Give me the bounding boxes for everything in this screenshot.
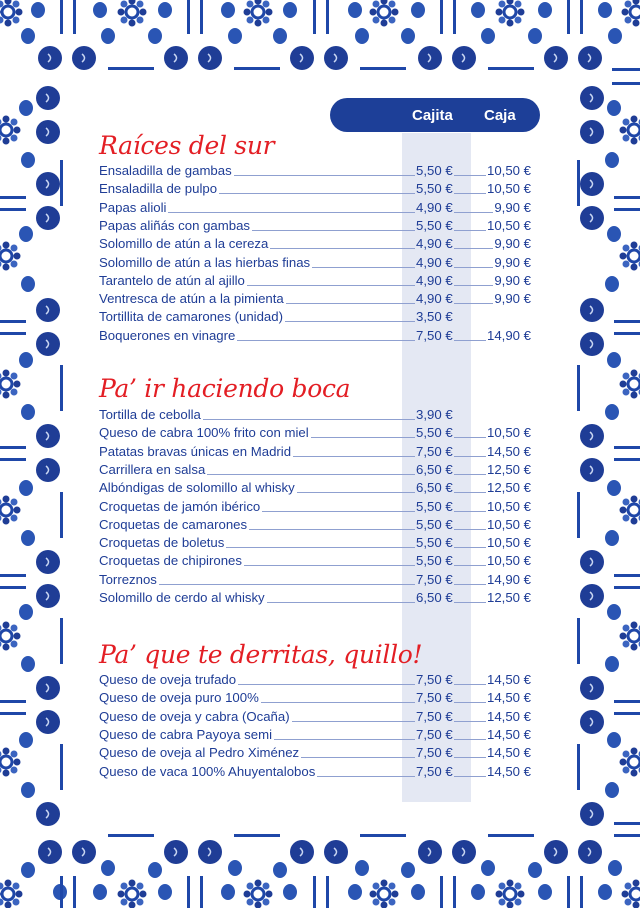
dotted-leader: [454, 212, 493, 213]
item-name: Croquetas de chipirones: [99, 553, 242, 569]
dotted-leader: [203, 419, 415, 420]
dotted-leader: [247, 285, 415, 286]
item-name: Tarantelo de atún al ajillo: [99, 272, 245, 288]
dotted-leader: [238, 684, 415, 685]
dotted-leader: [454, 492, 486, 493]
caja-price: 10,50 €: [487, 217, 531, 233]
item-name: Patatas bravas únicas en Madrid: [99, 443, 292, 459]
section-title: Pa’ ir haciendo boca: [99, 374, 351, 403]
dotted-leader: [252, 230, 415, 231]
menu-item-row: [99, 218, 531, 236]
caja-price: 12,50 €: [487, 461, 531, 477]
dotted-leader: [297, 492, 415, 493]
caja-price: 9,90 €: [494, 236, 531, 252]
dotted-leader: [286, 303, 415, 304]
dotted-leader: [454, 340, 486, 341]
item-name: Croquetas de camarones: [99, 516, 248, 532]
dotted-leader: [249, 529, 415, 530]
dotted-leader: [454, 739, 486, 740]
cajita-price: 5,50 €: [416, 181, 453, 197]
menu-item-row: [99, 499, 531, 517]
section-title: Pa’ que te derritas, quillo!: [99, 640, 423, 669]
cajita-price: 7,50 €: [416, 708, 453, 724]
section-title: Raíces del sur: [99, 131, 275, 160]
dotted-leader: [454, 757, 486, 758]
caja-price: 14,50 €: [487, 443, 531, 459]
menu-item-row: [99, 309, 531, 327]
caja-price: 14,50 €: [487, 672, 531, 687]
caja-price: 10,50 €: [487, 516, 531, 532]
dotted-leader: [454, 193, 486, 194]
cajita-price: 7,50 €: [416, 443, 453, 459]
item-name: Boquerones en vinagre: [99, 327, 236, 343]
menu-item-row: [99, 163, 531, 181]
menu-item-row: [99, 727, 531, 745]
menu-item-row: [99, 535, 531, 553]
item-name: Torreznos: [99, 571, 157, 587]
dotted-leader: [454, 584, 486, 585]
dotted-leader: [454, 267, 493, 268]
caja-price: 14,50 €: [487, 690, 531, 706]
menu-item-row: [99, 328, 531, 346]
dotted-leader: [454, 175, 486, 176]
cajita-price: 5,50 €: [416, 163, 453, 178]
menu-item-row: [99, 553, 531, 571]
menu-item-row: [99, 200, 531, 218]
dotted-leader: [168, 212, 415, 213]
dotted-leader: [237, 340, 415, 341]
cajita-header: Cajita: [412, 107, 453, 124]
menu-item-row: [99, 181, 531, 199]
item-name: Papas aliñás con gambas: [99, 217, 251, 233]
item-name: Queso de oveja trufado: [99, 672, 237, 687]
price-column-header: [330, 98, 540, 132]
item-name: Ensaladilla de pulpo: [99, 181, 218, 197]
cajita-price: 5,50 €: [416, 553, 453, 569]
cajita-price: 4,90 €: [416, 291, 453, 307]
dotted-leader: [454, 437, 486, 438]
item-name: Solomillo de atún a la cereza: [99, 236, 269, 252]
cajita-price: 4,90 €: [416, 254, 453, 270]
item-name: Queso de oveja puro 100%: [99, 690, 259, 706]
dotted-leader: [454, 529, 486, 530]
caja-price: 9,90 €: [494, 199, 531, 215]
cajita-price: 7,50 €: [416, 690, 453, 706]
dotted-leader: [285, 321, 415, 322]
menu-item-row: [99, 690, 531, 708]
dotted-leader: [454, 565, 486, 566]
dotted-leader: [312, 267, 415, 268]
dotted-leader: [454, 602, 486, 603]
caja-price: 14,50 €: [487, 726, 531, 742]
item-name: Solomillo de cerdo al whisky: [99, 590, 265, 605]
item-name: Queso de cabra Payoya semi: [99, 726, 272, 742]
menu-item-row: [99, 572, 531, 590]
item-name: Ensaladilla de gambas: [99, 163, 232, 178]
item-name: Albóndigas de solomillo al whisky: [99, 480, 295, 496]
item-name: Ventresca de atún a la pimienta: [99, 291, 284, 307]
dotted-leader: [301, 757, 415, 758]
right-border: [577, 68, 640, 837]
cajita-price: 5,50 €: [416, 425, 453, 441]
dotted-leader: [454, 285, 493, 286]
item-name: Queso de cabra 100% frito con miel: [99, 425, 309, 441]
menu-item-row: [99, 255, 531, 273]
dotted-leader: [267, 602, 415, 603]
cajita-price: 7,50 €: [416, 745, 453, 761]
caja-price: 14,50 €: [487, 745, 531, 761]
dotted-leader: [292, 721, 415, 722]
caja-price: 10,50 €: [487, 425, 531, 441]
caja-price: 9,90 €: [494, 272, 531, 288]
menu-item-row: [99, 407, 531, 425]
cajita-price: 5,50 €: [416, 498, 453, 514]
menu-item-row: [99, 517, 531, 535]
menu-item-row: [99, 236, 531, 254]
cajita-price: 7,50 €: [416, 571, 453, 587]
item-name: Croquetas de jamón ibérico: [99, 498, 261, 514]
cajita-price: 6,50 €: [416, 480, 453, 496]
top-border: [0, 0, 640, 70]
dotted-leader: [454, 684, 486, 685]
dotted-leader: [293, 456, 415, 457]
cajita-price: 4,90 €: [416, 236, 453, 252]
item-name: Queso de oveja al Pedro Ximénez: [99, 745, 300, 761]
dotted-leader: [226, 547, 415, 548]
cajita-price: 6,50 €: [416, 461, 453, 477]
menu-item-row: [99, 291, 531, 309]
item-name: Tortillita de camarones (unidad): [99, 309, 283, 325]
menu-item-row: [99, 745, 531, 763]
dotted-leader: [311, 437, 415, 438]
dotted-leader: [234, 175, 415, 176]
caja-price: 10,50 €: [487, 181, 531, 197]
caja-price: 10,50 €: [487, 553, 531, 569]
item-name: Croquetas de boletus: [99, 535, 225, 551]
dotted-leader: [454, 230, 486, 231]
dotted-leader: [454, 511, 486, 512]
caja-price: 10,50 €: [487, 163, 531, 178]
item-name: Queso de vaca 100% Ahuyentalobos: [99, 763, 316, 779]
left-border: [0, 86, 63, 826]
item-name: Tortilla de cebolla: [99, 407, 201, 422]
cajita-price: 6,50 €: [416, 590, 453, 605]
caja-price: 12,50 €: [487, 480, 531, 496]
caja-price: 9,90 €: [494, 254, 531, 270]
menu-item-row: [99, 444, 531, 462]
item-name: Queso de oveja y cabra (Ocaña): [99, 708, 290, 724]
dotted-leader: [317, 776, 415, 777]
caja-price: 12,50 €: [487, 590, 531, 605]
item-name: Carrillera en salsa: [99, 461, 206, 477]
cajita-price: 7,50 €: [416, 327, 453, 343]
cajita-price: 7,50 €: [416, 726, 453, 742]
dotted-leader: [454, 456, 486, 457]
cajita-price: 4,90 €: [416, 272, 453, 288]
bottom-border: [0, 834, 640, 908]
dotted-leader: [262, 511, 415, 512]
dotted-leader: [454, 702, 486, 703]
caja-header: Caja: [484, 107, 516, 124]
caja-price: 14,50 €: [487, 763, 531, 779]
cajita-price: 5,50 €: [416, 516, 453, 532]
dotted-leader: [261, 702, 415, 703]
dotted-leader: [219, 193, 415, 194]
dotted-leader: [454, 547, 486, 548]
menu-item-row: [99, 709, 531, 727]
dotted-leader: [207, 474, 415, 475]
dotted-leader: [454, 721, 486, 722]
menu-item-row: [99, 480, 531, 498]
cajita-price: 3,90 €: [416, 407, 453, 422]
dotted-leader: [454, 303, 493, 304]
caja-price: 10,50 €: [487, 498, 531, 514]
cajita-price: 7,50 €: [416, 763, 453, 779]
dotted-leader: [454, 248, 493, 249]
menu-item-row: [99, 672, 531, 690]
menu-item-row: [99, 764, 531, 782]
caja-price: 9,90 €: [494, 291, 531, 307]
menu-item-row: [99, 273, 531, 291]
caja-price: 14,90 €: [487, 327, 531, 343]
cajita-price: 5,50 €: [416, 217, 453, 233]
dotted-leader: [270, 248, 415, 249]
caja-price: 14,50 €: [487, 708, 531, 724]
dotted-leader: [274, 739, 415, 740]
menu-item-row: [99, 590, 531, 608]
dotted-leader: [454, 776, 486, 777]
caja-price: 10,50 €: [487, 535, 531, 551]
item-name: Solomillo de atún a las hierbas finas: [99, 254, 311, 270]
cajita-price: 3,50 €: [416, 309, 453, 325]
cajita-price: 4,90 €: [416, 199, 453, 215]
dotted-leader: [454, 474, 486, 475]
item-name: Papas alioli: [99, 199, 167, 215]
cajita-price: 5,50 €: [416, 535, 453, 551]
dotted-leader: [159, 584, 415, 585]
cajita-price: 7,50 €: [416, 672, 453, 687]
menu-item-row: [99, 425, 531, 443]
dotted-leader: [244, 565, 415, 566]
menu-item-row: [99, 462, 531, 480]
caja-price: 14,90 €: [487, 571, 531, 587]
